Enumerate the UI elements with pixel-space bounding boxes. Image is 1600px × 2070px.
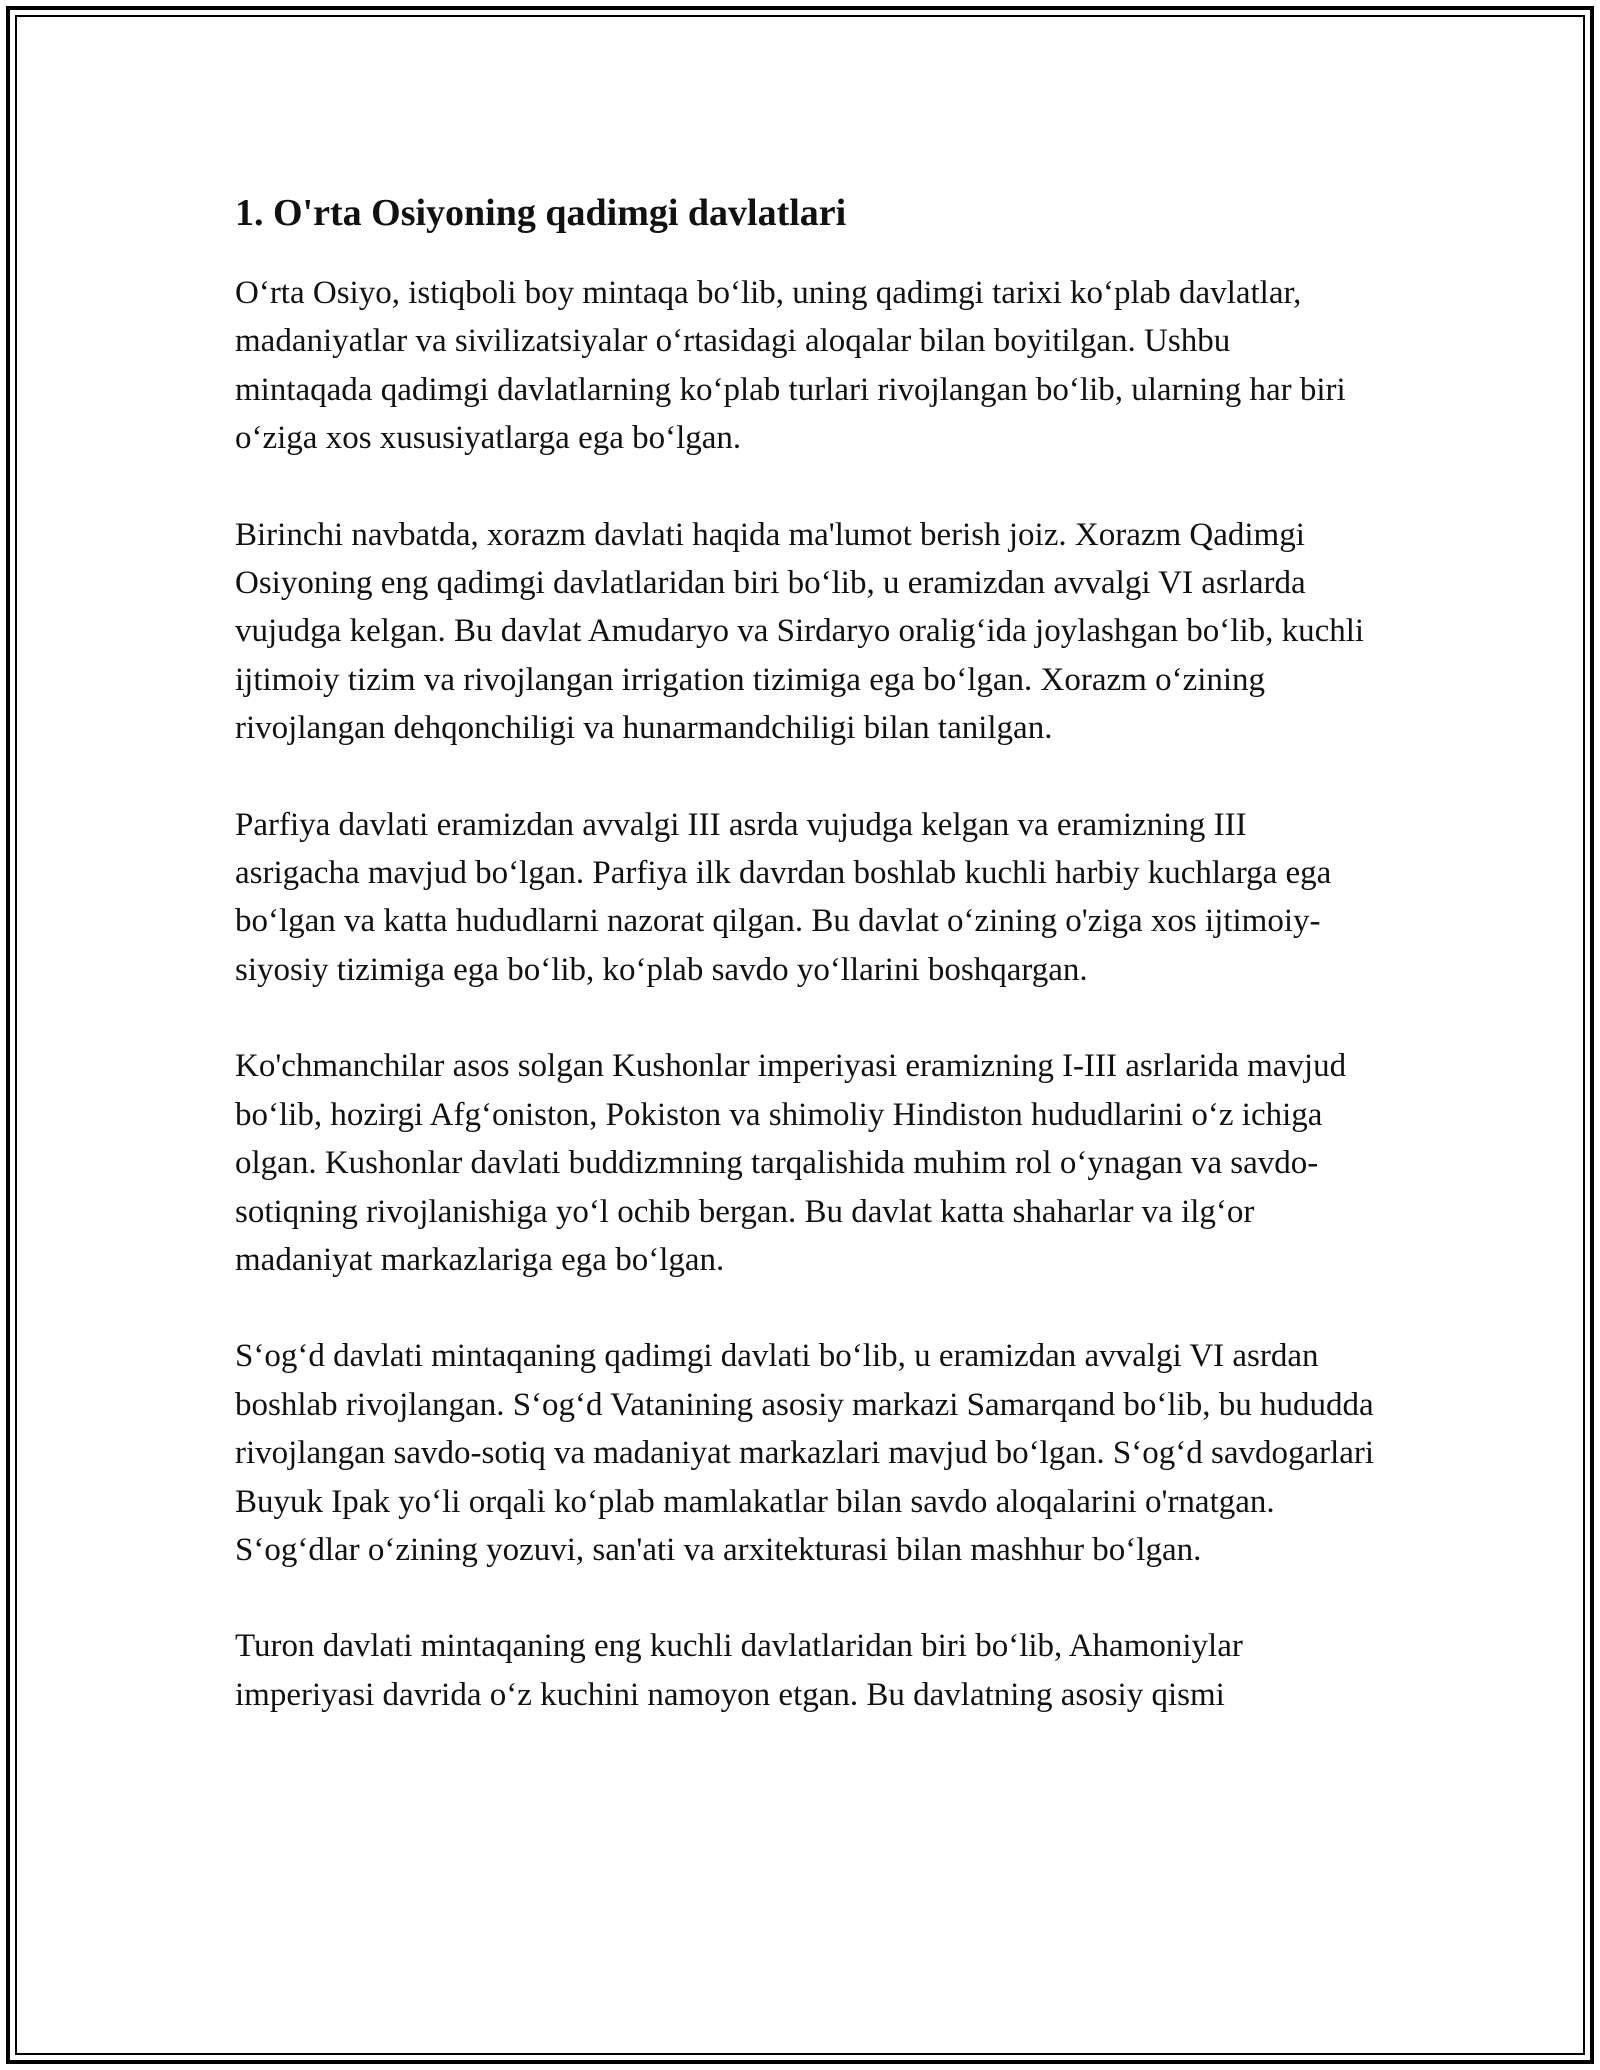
paragraph-intro: O‘rta Osiyo, istiqboli boy mintaqa bo‘lib, uning qadimgi tarixi ko‘plab davlatlar, madaniyatlar va sivilizatsiyalar o‘rtasidagi aloqalar bilan boyitilgan. Ushbu mintaqada qadimgi davlatlarning ko‘plab turlari rivojlangan bo‘lib, ularning har biri o‘ziga xos xususiyatlarga ega bo‘lgan. bbox=[235, 275, 1346, 457]
paragraph-sogd: S‘og‘d davlati mintaqaning qadimgi davlati bo‘lib, u eramizdan avvalgi VI asrdan boshlab rivojlangan. S‘og‘d Vatanining asosiy markazi Samarqand bo‘lib, bu hududda rivojlangan savdo-sotiq va madaniyat markazlari mavjud bo‘lgan. S‘og‘d savdogarlari Buyuk Ipak yo‘li orqali ko‘plab mamlakatlar bilan savdo aloqalarini o'rnatgan. S‘og‘dlar o‘zining yozuvi, san'ati va arxitekturasi bilan mashhur bo‘lgan. bbox=[235, 1338, 1375, 1568]
paragraph-turon: Turon davlati mintaqaning eng kuchli davlatlaridan biri bo‘lib, Ahamoniylar imperiyasi davrida o‘z kuchini namoyon etgan. Bu davlatning asosiy qismi bbox=[235, 1628, 1243, 1713]
document-body bbox=[235, 185, 1375, 1767]
paragraph-parfiya: Parfiya davlati eramizdan avvalgi III asrda vujudga kelgan va eramizning III asrigacha mavjud bo‘lgan. Parfiya ilk davrdan boshlab kuchli harbiy kuchlarga ega bo‘lgan va katta hududlarni nazorat qilgan. Bu davlat o‘zining o'ziga xos ijtimoiy-siyosiy tizimiga ega bo‘lib, ko‘plab savdo yo‘llarini boshqargan. bbox=[235, 806, 1332, 988]
paragraph-kushonlar: Ko'chmanchilar asos solgan Kushonlar imperiyasi eramizning I-III asrlarida mavjud bo‘lib, hozirgi Afg‘oniston, Pokiston va shimoliy Hindiston hududlarini o‘z ichiga olgan. Kushonlar davlati buddizmning tarqalishida muhim rol o‘ynagan va savdo-sotiqning rivojlanishiga yo‘l ochib bergan. Bu davlat katta shaharlar va ilg‘or madaniyat markazlariga ega bo‘lgan. bbox=[235, 1048, 1347, 1278]
paragraph-xorazm: Birinchi navbatda, xorazm davlati haqida ma'lumot berish joiz. Xorazm Qadimgi Osiyoning eng qadimgi davlatlaridan biri bo‘lib, u eramizdan avvalgi VI asrlarda vujudga kelgan. Bu davlat Amudaryo va Sirdaryo oralig‘ida joylashgan bo‘lib, kuchli ijtimoiy tizim va rivojlangan irrigation tizimiga ega bo‘lgan. Xorazm o‘zining rivojlangan dehqonchiligi va hunarmandchiligi bilan tanilgan. bbox=[235, 516, 1365, 747]
section-heading: 1. O'rta Osiyoning qadimgi davlatlari bbox=[235, 192, 847, 234]
